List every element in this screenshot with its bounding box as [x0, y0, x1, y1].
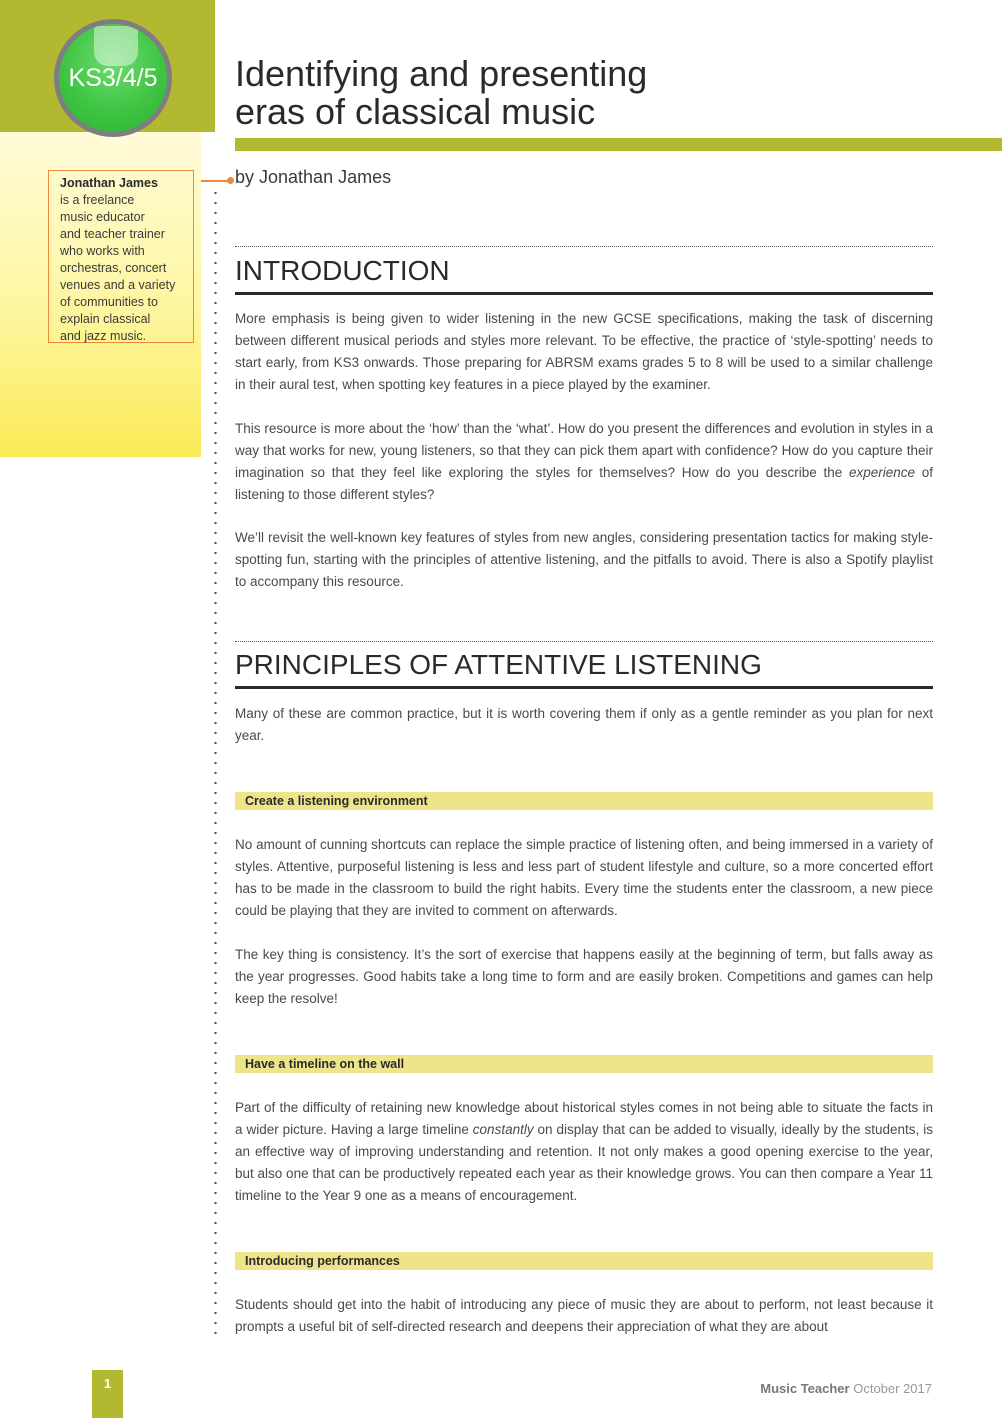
badge-circle — [59, 24, 167, 132]
page-number-tab — [92, 1370, 123, 1418]
footer-publication: Music Teacher — [760, 1381, 850, 1396]
footer-credit — [760, 1381, 932, 1396]
badge-label: KS3/4/5 — [68, 64, 158, 92]
page-title — [235, 55, 647, 131]
title-line-1: Identifying and presenting — [235, 53, 648, 94]
section-divider — [235, 246, 933, 247]
author-connector — [201, 180, 229, 182]
dotted-margin-line — [214, 188, 217, 1335]
intro-paragraph-1: More emphasis is being given to wider listening in the new GCSE specifications, making the task of discerning between different musical periods and styles more relevant. To be effective, the practice of ‘style-spotting’ needs to start early, from KS3 onwards. Those preparing for ABRSM exams grades 5 to 8 will be used to a similar challenge in their aural test, when spotting key features in a piece played by the examiner. — [235, 311, 933, 392]
intro-paragraph-3: We’ll revisit the well-known key features of styles from new angles, considering presentation tactics for making style-spotting fun, starting with the principles of attentive listening, and the pitfalls to avoid. There is also a Spotify playlist to accompany this resource. — [235, 530, 933, 589]
badge-gloss — [94, 26, 138, 66]
intro-heading: INTRODUCTION — [235, 254, 933, 295]
author-bio: is a freelance music educator and teacher trainer who works with orchestras, concert venues and a variety of communities to explain classical and jazz music. — [60, 193, 176, 343]
title-line-2: eras of classical music — [235, 91, 596, 132]
timeline-emphasis: constantly — [472, 1122, 534, 1137]
subheading-performances: Introducing performances — [235, 1252, 933, 1270]
intro-p2-emphasis: experience — [848, 465, 916, 480]
timeline-text-a: Part of the difficulty of retaining new knowledge about historical styles comes in not being able to situate the facts in a wider picture. Having a large timeline — [235, 1100, 933, 1137]
timeline-text-b: on display that can be added to visually, ideally by the students, is an effective way of improving understanding and retention. It not only makes a good opening exercise to the year, but also one that can be productively repeated each year as their knowledge grows. You can then compare a Year 11 timeline to the Year 9 one as a means of encouragement. — [235, 1122, 933, 1203]
intro-p2-text-b: of listening to those different styles? — [235, 465, 933, 502]
intro-p2-text-a: This resource is more about the ‘how’ than the ‘what’. How do you present the differences and evolution in styles in a way that works for new, young listeners, so that they can pick them apart with confidence? How do you capture their imagination so that they feel like exploring the styles for themselves? How do you describe the — [235, 421, 933, 480]
footer-date: October 2017 — [853, 1381, 932, 1396]
timeline-paragraph — [235, 1097, 933, 1207]
environment-paragraph-1: No amount of cunning shortcuts can replace the simple practice of listening often, and being immersed in a variety of styles. Attentive, purposeful listening is less and less part of student lifestyle and culture, so a more concerted effort has to be made in the classroom to build the right habits. Every time the students enter the classroom, a new piece could be playing that they are invited to comment on afterwards. — [235, 837, 933, 918]
principles-paragraph-1: Many of these are common practice, but it is worth covering them if only as a gentle reminder as you plan for next year. — [235, 706, 933, 743]
author-connector-dot — [227, 177, 234, 184]
author-name: Jonathan James — [60, 176, 158, 190]
performances-paragraph: Students should get into the habit of introducing any piece of music they are about to perform, not least because it prompts a useful bit of self-directed research and deepens their appreciation of what they are about — [235, 1297, 933, 1334]
subheading-timeline: Have a timeline on the wall — [235, 1055, 933, 1073]
title-rule — [235, 138, 1002, 151]
author-box — [48, 170, 194, 343]
environment-paragraph-2: The key thing is consistency. It’s the sort of exercise that happens easily at the beginning of term, but falls away as the year progresses. Good habits take a long time to form and are easily broken. Competitions and games can help keep the resolve! — [235, 947, 933, 1006]
subheading-listening-environment: Create a listening environment — [235, 792, 933, 810]
principles-heading: PRINCIPLES OF ATTENTIVE LISTENING — [235, 648, 933, 689]
level-badge — [54, 19, 172, 137]
byline: by Jonathan James — [235, 167, 392, 187]
intro-paragraph-2 — [235, 418, 933, 506]
page-number: 1 — [103, 1376, 112, 1391]
section-divider — [235, 641, 933, 642]
